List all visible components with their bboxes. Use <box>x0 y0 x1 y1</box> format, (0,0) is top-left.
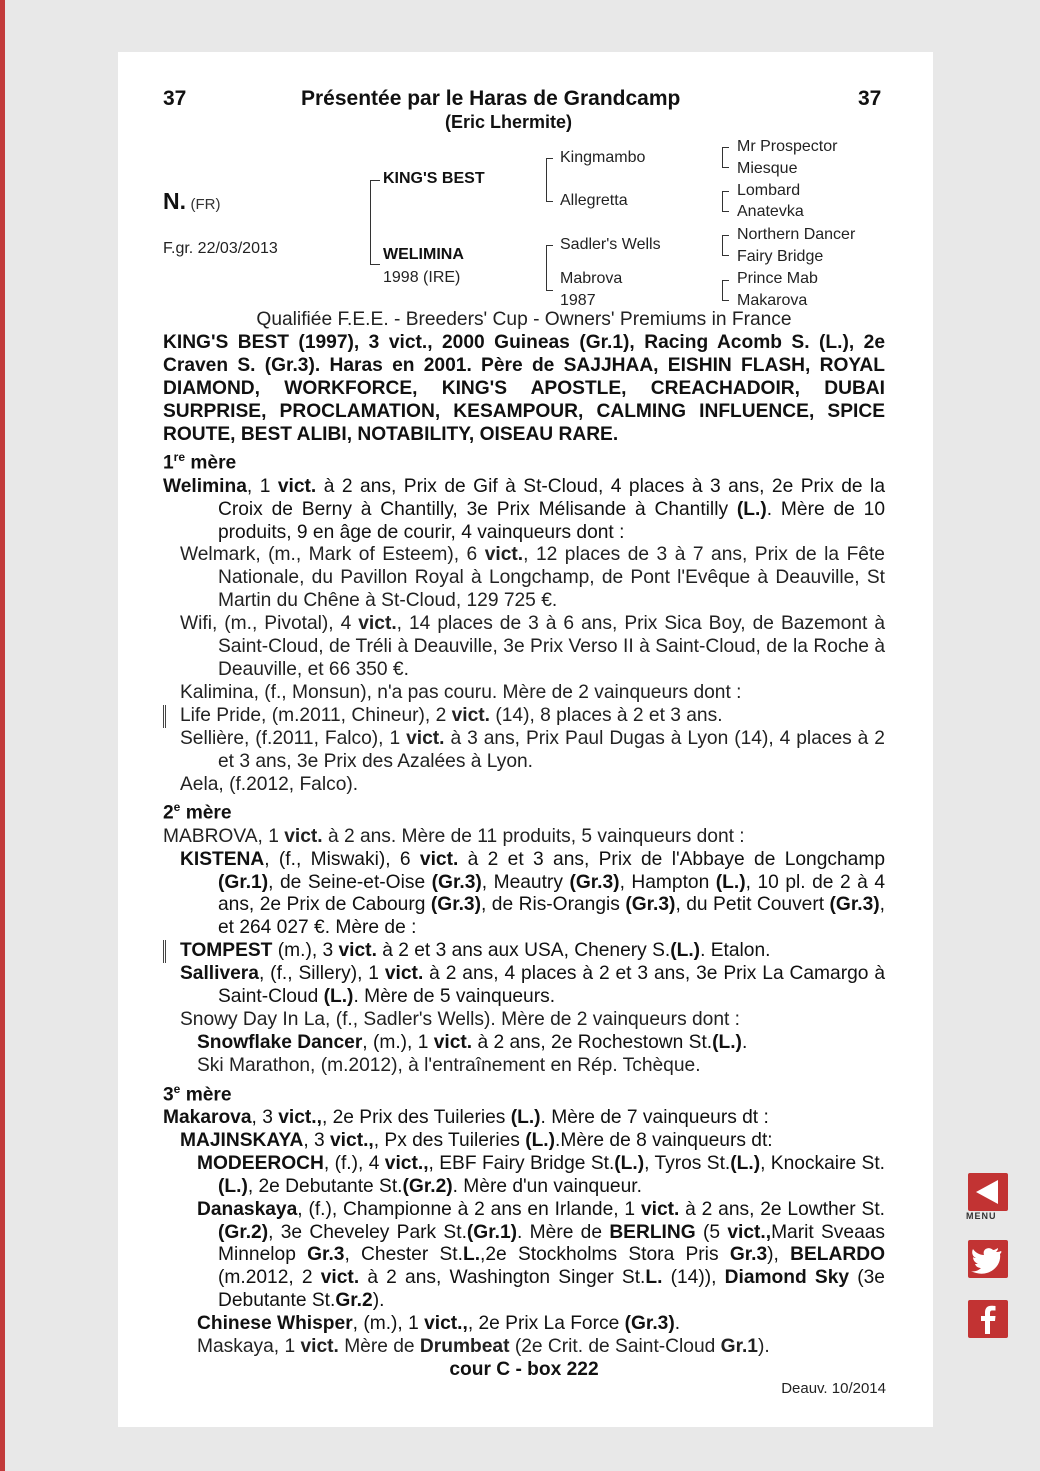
entry-majinskaya: MAJINSKAYA, 3 vict.,, Px des Tuileries (L.).Mère de 8 vainqueurs dt: <box>180 1129 773 1151</box>
pedigree-sire-sire: Kingmambo <box>560 149 646 166</box>
pedigree-dsd: Fairy Bridge <box>737 248 824 265</box>
entry-mabrova: MABROVA, 1 vict. à 2 ans. Mère de 11 produits, 5 vainqueurs dont : <box>163 825 745 847</box>
entry-modeeroch: MODEEROCH, (f.), 4 vict.,, EBF Fairy Bridge St.(L.), Tyros St.(L.), Knockaire St.(L.), 2e Debutante St.(Gr.2). Mère d'un vainqueur. <box>197 1152 885 1197</box>
pedigree-ddd: Makarova <box>737 292 808 309</box>
qualification-line: Qualifiée F.E.E. - Breeders' Cup - Owners' Premiums in France <box>256 309 792 330</box>
pedigree-dam: WELIMINA <box>383 246 464 263</box>
pedigree-dam-dam-year: 1987 <box>560 292 596 309</box>
twitter-icon <box>968 1240 1008 1278</box>
pedigree-sdd: Anatevka <box>737 203 804 220</box>
entry-kistena: KISTENA, (f., Miswaki), 6 vict. à 2 et 3 ans, Prix de l'Abbaye de Longchamp (Gr.1), de Seine-et-Oise (Gr.3), Meautry (Gr.3), Hampton (L.), 10 pl. de 2 à 4 ans, 2e Prix de Cabourg (Gr.3), de Ris-Orangis (Gr.3), du Petit Couvert (Gr.3), et 264 027 €. Mère de : <box>180 848 885 939</box>
pedigree-sire-dam: Allegretta <box>560 192 628 209</box>
pedigree-dam-info: 1998 (IRE) <box>383 269 461 286</box>
entry-welimina: Welimina, 1 vict. à 2 ans, Prix de Gif à St-Cloud, 4 places à 3 ans, 2e Prix de la Croix de Berny à Chantilly, 3e Prix Mélisande à Chantilly (L.). Mère de 10 produits, 9 en âge de courir, 4 vainqueurs dont : <box>163 475 885 543</box>
entry-welmark: Welmark, (m., Mark of Esteem), 6 vict., 12 places de 3 à 7 ans, Prix de la Fête Nationale, du Pavillon Royal à Longchamp, de Pont l'Evêque à Deauville, St Martin du Chêne à St-Cloud, 129 725 €. <box>180 544 885 612</box>
section-third-dam: 3e mère <box>163 1081 232 1106</box>
left-border <box>0 0 5 1471</box>
pedigree-dam-dam: Mabrova <box>560 270 623 287</box>
twitter-button[interactable] <box>968 1240 1008 1278</box>
pedigree-dam-sire: Sadler's Wells <box>560 236 661 253</box>
pedigree-dss: Northern Dancer <box>737 226 856 243</box>
entry-danaskaya: Danaskaya, (f.), Championne à 2 ans en Irlande, 1 vict. à 2 ans, 2e Lowther St.(Gr.2), 3e Cheveley Park St.(Gr.1). Mère de BERLING (5 vict.,Marit Sveaas Minnelop Gr.3, Chester St.L.,2e Stockholms Stora Pris Gr.3), BELARDO (m.2012, 2 vict. à 2 ans, Washington Singer St.L. (14)), Diamond Sky (3e Debutante St.Gr.2). <box>197 1198 886 1312</box>
entry-sallivera: Sallivera, (f., Sillery), 1 vict. à 2 ans, 4 places à 2 et 3 ans, 3e Prix La Camargo à Saint-Cloud (L.). Mère de 5 vainqueurs. <box>180 963 885 1008</box>
lot-number-left: 37 <box>163 87 187 110</box>
pedigree-dds: Prince Mab <box>737 270 818 287</box>
entry-tompest: TOMPEST (m.), 3 vict. à 2 et 3 ans aux USA, Chenery S.(L.). Etalon. <box>163 940 885 963</box>
pedigree-sds: Lombard <box>737 182 801 199</box>
box-location: cour C - box 222 <box>449 1358 599 1380</box>
pedigree-sire: KING'S BEST <box>383 170 485 187</box>
pedigree-bracket <box>370 180 371 265</box>
pedigree-sss: Mr Prospector <box>737 138 838 155</box>
entry-maskaya: Maskaya, 1 vict. Mère de Drumbeat (2e Crit. de Saint-Cloud Gr.1). <box>197 1336 770 1358</box>
horse-name: N. <box>163 188 186 214</box>
facebook-icon <box>968 1300 1008 1338</box>
lot-number-right: 37 <box>858 87 882 110</box>
entry-snowflake-dancer: Snowflake Dancer, (m.), 1 vict. à 2 ans, 2e Rochestown St.(L.). <box>197 1031 748 1053</box>
section-first-dam: 1re mère <box>163 450 237 474</box>
entry-aela: Aela, (f.2012, Falco). <box>180 773 359 795</box>
entry-ski-marathon: Ski Marathon, (m.2012), à l'entraînement en Rép. Tchèque. <box>197 1054 701 1076</box>
sire-note: KING'S BEST (1997), 3 vict., 2000 Guineas (Gr.1), Racing Acomb S. (L.), 2e Craven S. (Gr.3). Haras en 2001. Père de SAJJHAA, EISHIN FLASH, ROYAL DIAMOND, WORKFORCE, KING'S APOSTLE, CREACHADOIR, DUBAI SURPRISE, PROCLAMATION, KESAMPOUR, CALMING INFLUENCE, SPICE ROUTE, BEST ALIBI, NOTABILITY, OISEAU RARE. <box>163 331 885 445</box>
horse-info: F.gr. 22/03/2013 <box>163 240 278 257</box>
entry-kalimina: Kalimina, (f., Monsun), n'a pas couru. Mère de 2 vainqueurs dont : <box>180 681 742 703</box>
facebook-button[interactable] <box>968 1300 1008 1338</box>
entry-chinese-whisper: Chinese Whisper, (m.), 1 vict.,, 2e Prix La Force (Gr.3). <box>197 1313 681 1335</box>
entry-makarova: Makarova, 3 vict.,, 2e Prix des Tuileries (L.). Mère de 7 vainqueurs dt : <box>163 1106 769 1128</box>
section-second-dam: 2e mère <box>163 800 232 824</box>
entry-wifi: Wifi, (m., Pivotal), 4 vict., 14 places de 3 à 6 ans, Prix Sica Boy, de Bazemont à Saint-Cloud, de Tréli à Deauville, 3e Prix Verso II à Saint-Cloud, de la Roche à Deauville, et 66 350 €. <box>180 613 885 680</box>
footer-sale-date: Deauv. 10/2014 <box>781 1380 886 1397</box>
menu-label: MENU <box>966 1211 997 1221</box>
entry-snowy-day: Snowy Day In La, (f., Sadler's Wells). Mère de 2 vainqueurs dont : <box>180 1008 741 1030</box>
page-title: Présentée par le Haras de Grandcamp <box>301 87 681 110</box>
back-arrow-icon <box>968 1173 1008 1211</box>
entry-life-pride: Life Pride, (m.2011, Chineur), 2 vict. (14), 8 places à 2 et 3 ans. <box>163 705 885 728</box>
menu-button[interactable] <box>968 1173 1008 1211</box>
horse-country: (FR) <box>190 196 221 213</box>
page-subtitle: (Eric Lhermite) <box>445 112 573 132</box>
pedigree-ssd: Miesque <box>737 160 798 177</box>
entry-selliere: Sellière, (f.2011, Falco), 1 vict. à 3 ans, Prix Paul Dugas à Lyon (14), 4 places à 2 et 3 ans, 3e Prix des Azalées à Lyon. <box>180 727 885 772</box>
horse-name-block <box>163 188 220 215</box>
catalog-body <box>163 309 885 1382</box>
